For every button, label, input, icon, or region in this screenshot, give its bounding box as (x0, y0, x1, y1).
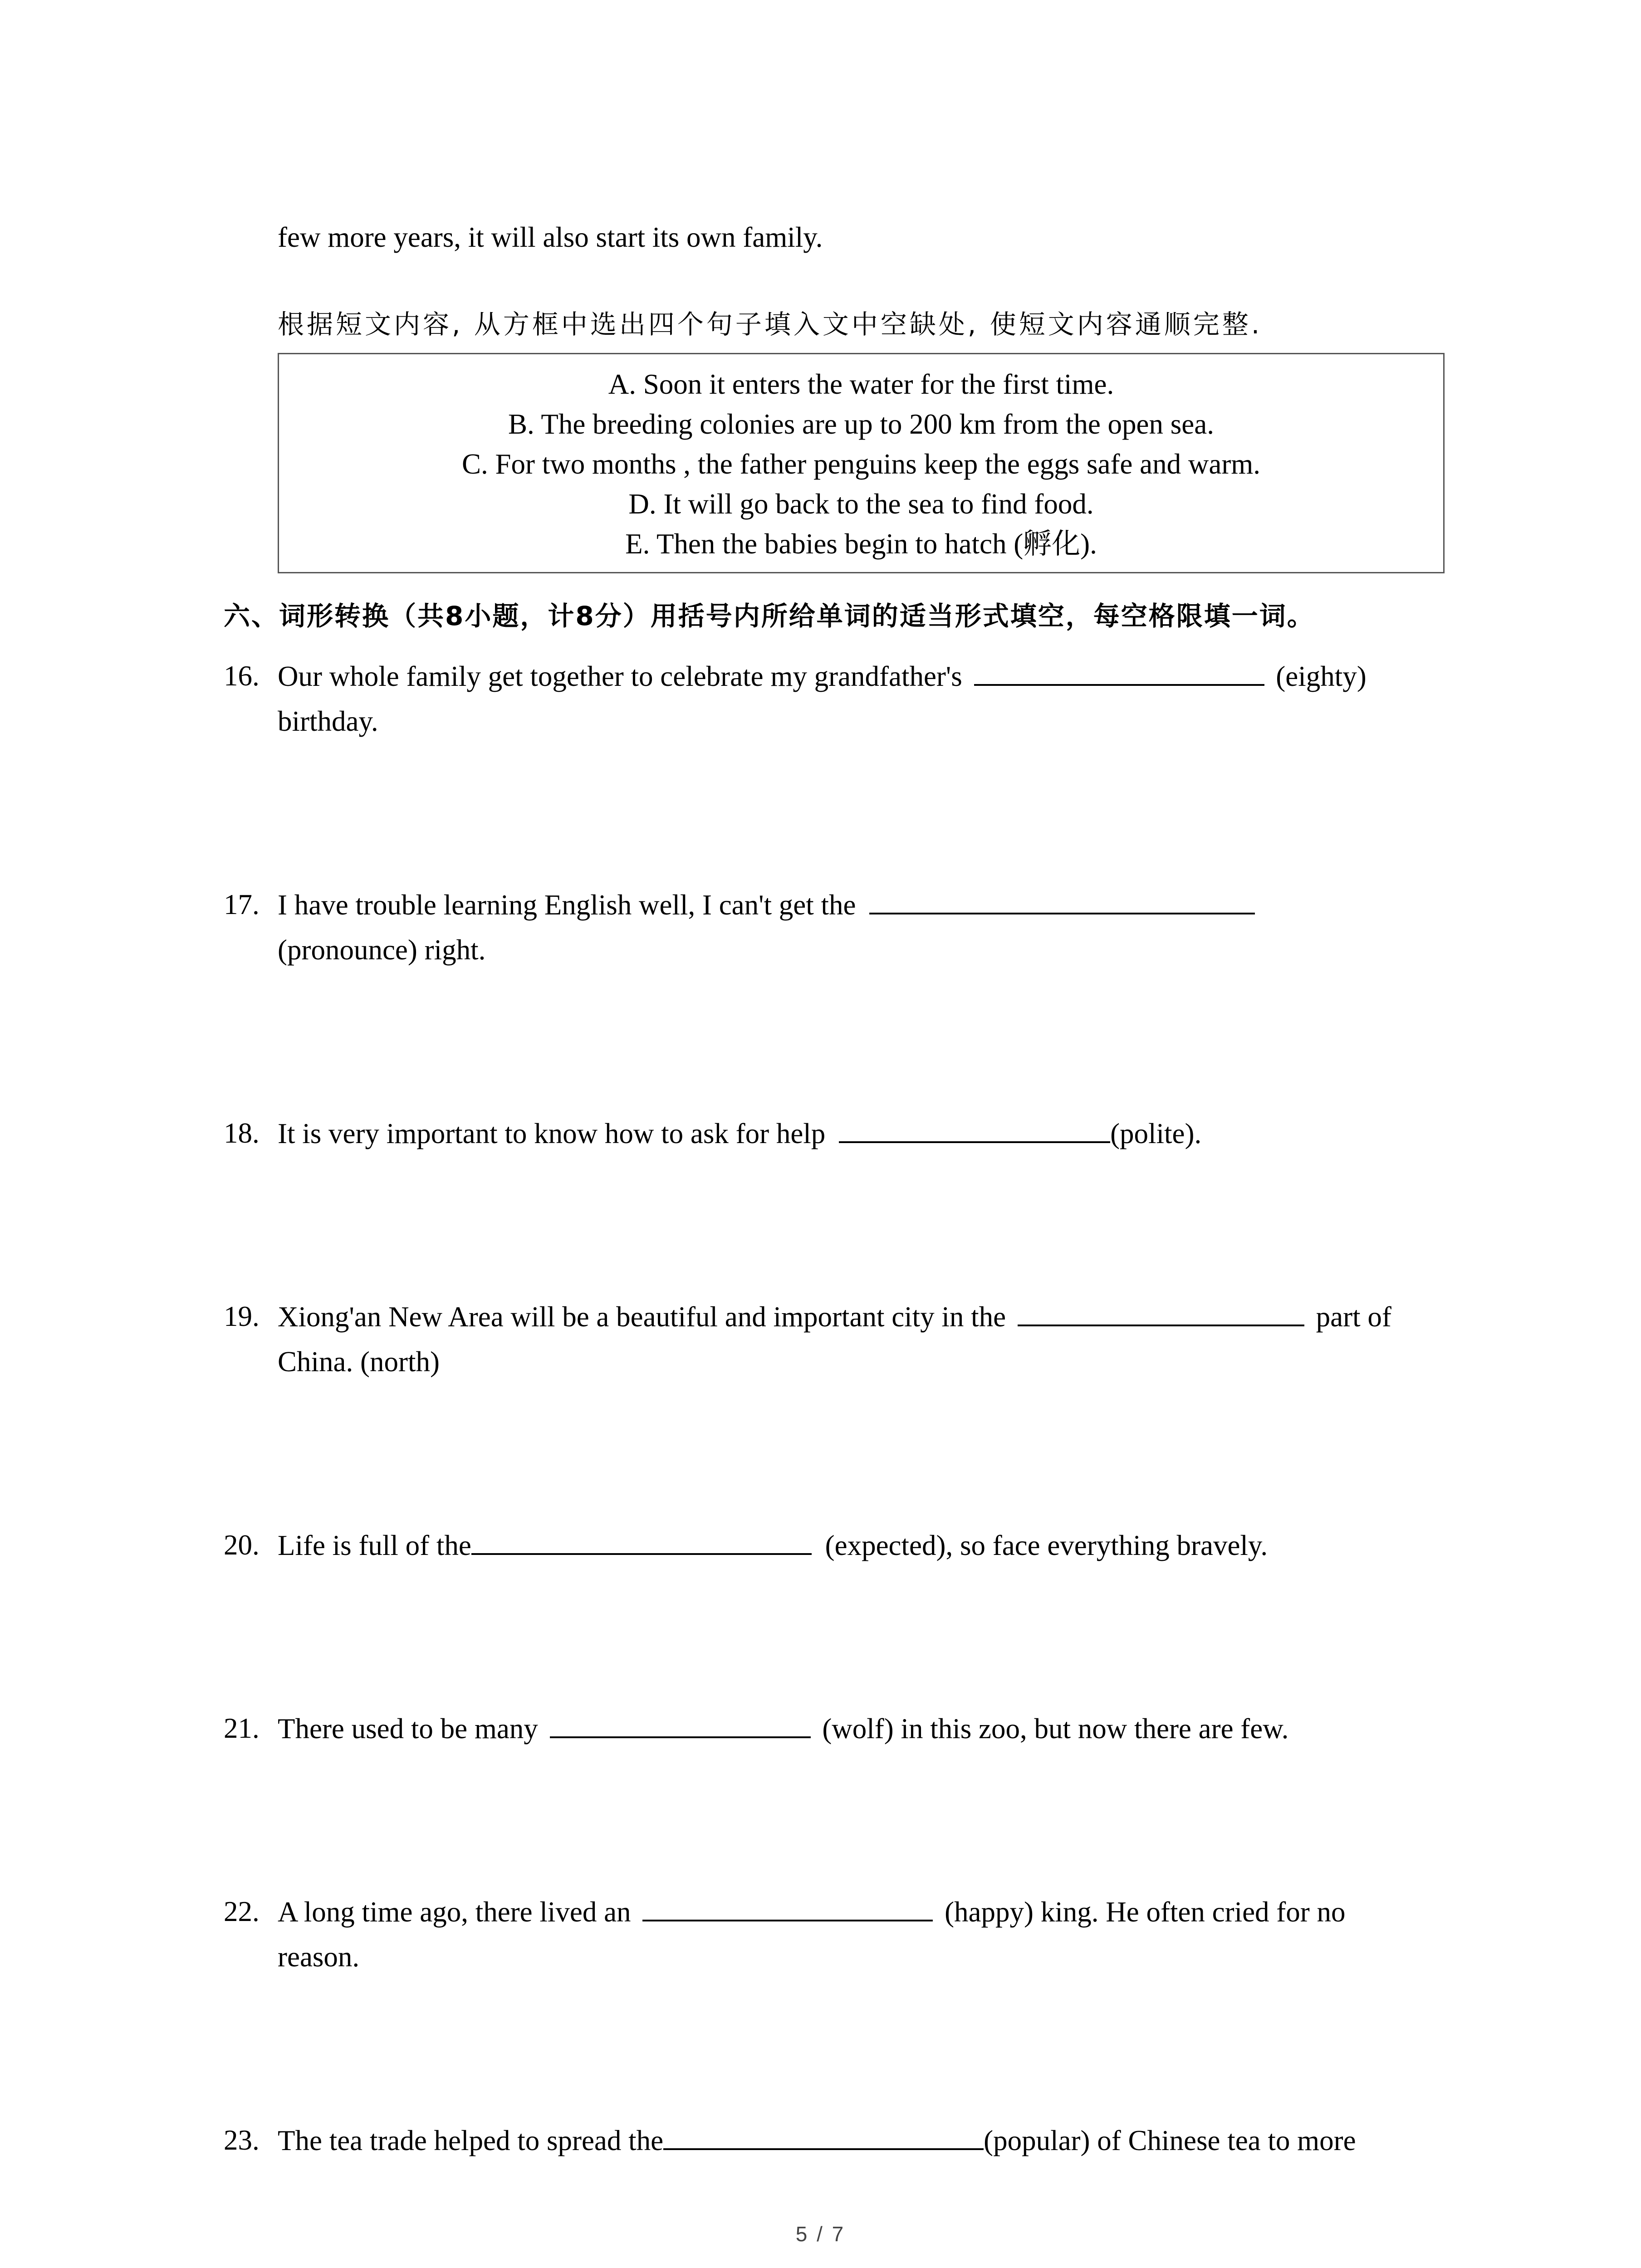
answer-blank[interactable] (839, 1115, 1110, 1143)
question-continuation: China. (north) (278, 1346, 440, 1378)
option-d: D. It will go back to the sea to find food. (628, 488, 1094, 520)
answer-blank[interactable] (869, 886, 1255, 914)
question-text: Life is full of the (278, 1530, 471, 1561)
question-number: 17. (224, 889, 260, 920)
question-number: 18. (224, 1117, 260, 1149)
answer-blank[interactable] (663, 2122, 984, 2150)
question-number: 20. (224, 1529, 260, 1561)
option-c: C. For two months , the father penguins keep the eggs safe and warm. (461, 448, 1261, 480)
question-text: The tea trade helped to spread the (278, 2125, 664, 2156)
question-text: A long time ago, there lived an (278, 1896, 631, 1928)
question-line (278, 1893, 1346, 1930)
question-text: It is very important to know how to ask for help (278, 1118, 826, 1149)
question-line (278, 886, 1255, 923)
option-a: A. Soon it enters the water for the first time. (608, 368, 1114, 400)
question-text: I have trouble learning English well, I can't get the (278, 889, 856, 921)
question-line (278, 1115, 1201, 1152)
question-number: 19. (224, 1300, 260, 1332)
question-text: (wolf) in this zoo, but now there are few. (822, 1713, 1289, 1745)
question-text: (happy) king. He often cried for no (945, 1896, 1346, 1928)
option-b: B. The breeding colonies are up to 200 km from the open sea. (508, 408, 1214, 440)
answer-blank[interactable] (550, 1710, 811, 1738)
question-text: part of (1316, 1301, 1391, 1333)
question-continuation: reason. (278, 1941, 360, 1973)
question-number: 22. (224, 1896, 260, 1927)
answer-blank[interactable] (471, 1527, 812, 1555)
question-text: (popular) of Chinese tea to more (984, 2125, 1356, 2156)
option-e: E. Then the babies begin to hatch (孵化). (625, 528, 1097, 560)
instruction-text: 根据短文内容, 从方框中选出四个句子填入文中空缺处, 使短文内容通顺完整. (278, 309, 1263, 340)
question-text: (eighty) (1276, 660, 1367, 692)
question-continuation: (pronounce) right. (278, 934, 486, 966)
question-line (278, 1527, 1268, 1564)
question-line (278, 1710, 1288, 1747)
answer-blank[interactable] (974, 658, 1264, 686)
answer-blank[interactable] (1018, 1298, 1304, 1326)
question-text: (polite). (1110, 1118, 1202, 1149)
options-box (278, 353, 1445, 573)
page-number: 5 / 7 (795, 2222, 846, 2246)
question-line (278, 658, 1367, 694)
question-line (278, 1298, 1391, 1335)
question-number: 16. (224, 660, 260, 692)
question-text: Xiong'an New Area will be a beautiful and important city in the (278, 1301, 1006, 1333)
answer-blank[interactable] (642, 1893, 933, 1921)
question-continuation: birthday. (278, 705, 378, 737)
question-text: Our whole family get together to celebrate my grandfather's (278, 660, 962, 692)
question-text: (expected), so face everything bravely. (825, 1530, 1268, 1561)
question-number: 21. (224, 1712, 260, 1744)
passage-tail: few more years, it will also start its own family. (278, 221, 823, 253)
section-heading: 六、词形转换（共8小题，计8分）用括号内所给单词的适当形式填空，每空格限填一词。 (224, 601, 1315, 631)
question-line (278, 2122, 1356, 2159)
question-number: 23. (224, 2124, 260, 2156)
question-text: There used to be many (278, 1713, 538, 1745)
